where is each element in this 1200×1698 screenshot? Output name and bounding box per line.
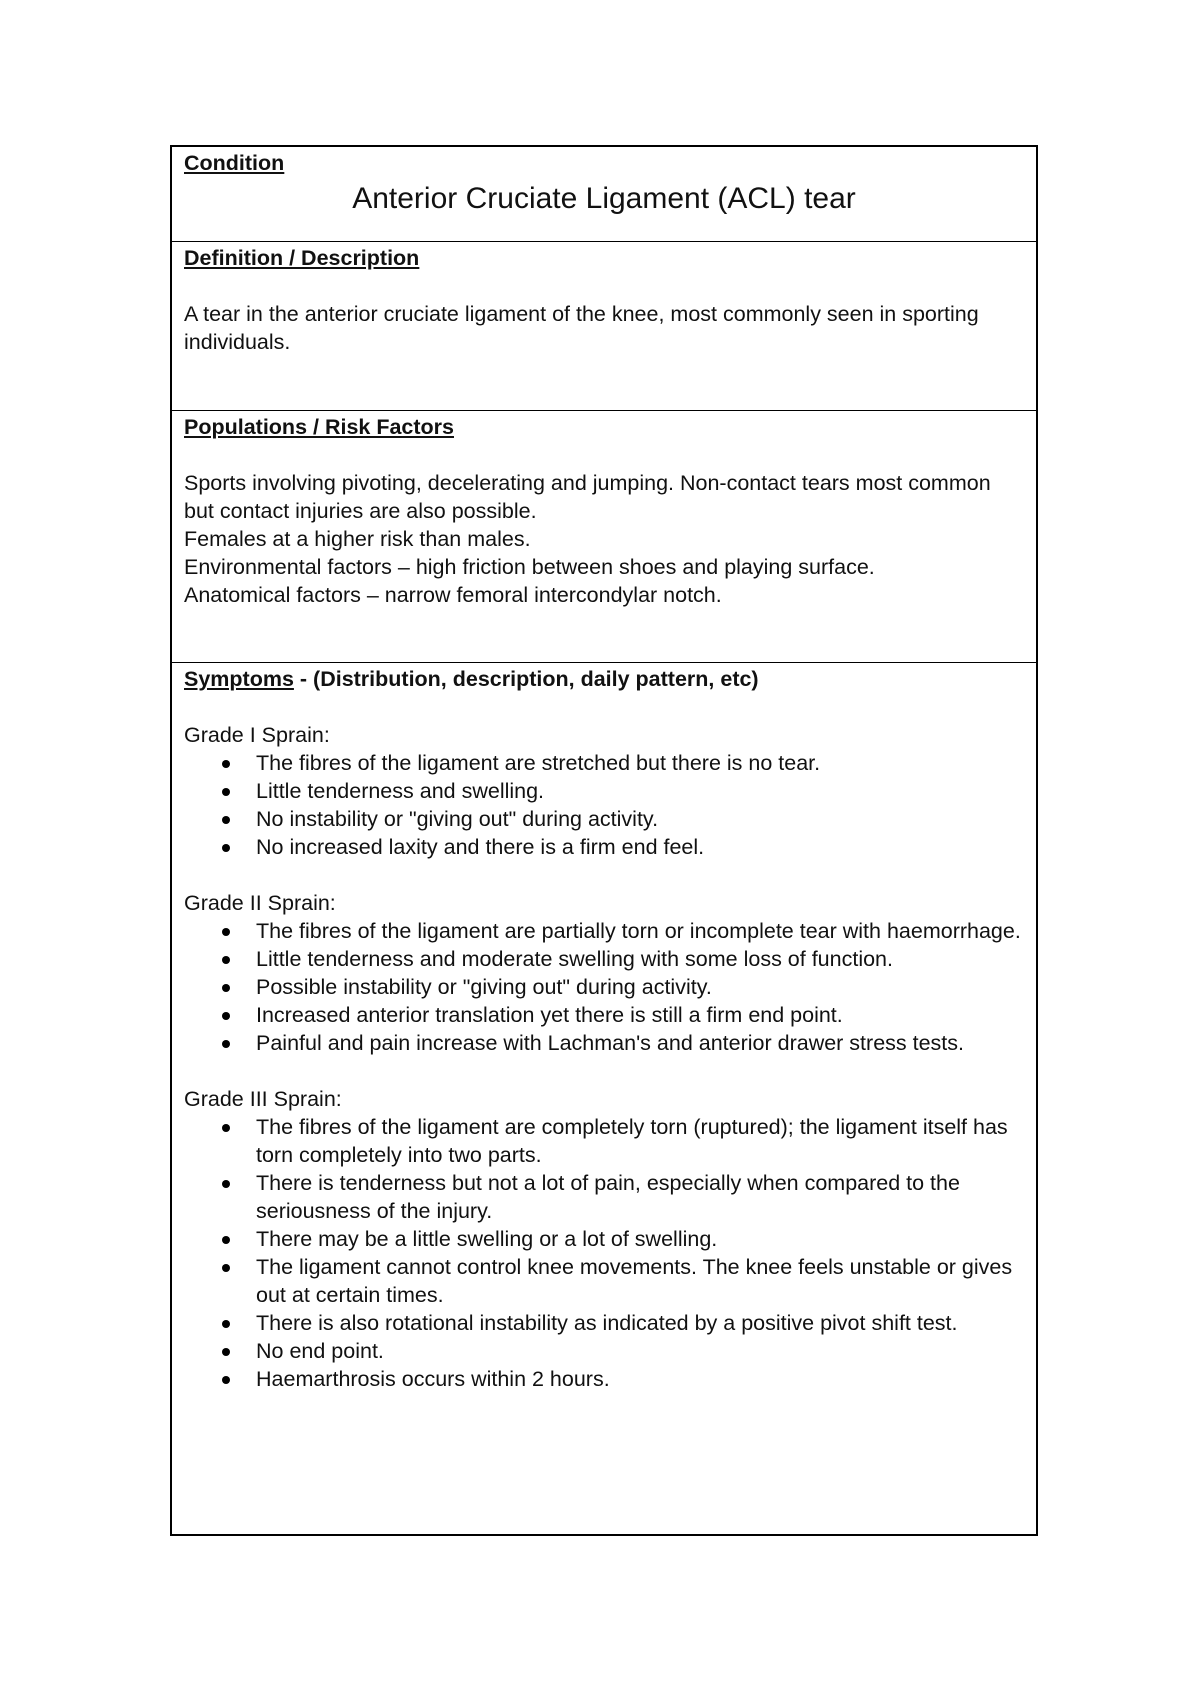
symptoms-heading-row [184,665,1024,693]
grade-3-list [184,1113,1024,1393]
populations-line: Females at a higher risk than males. [184,527,531,551]
populations-line: Environmental factors – high friction between shoes and playing surface. [184,555,875,579]
list-item: No increased laxity and there is a firm end feel. [184,833,1024,861]
grade-2-list [184,917,1024,1057]
symptoms-cell [172,663,1036,1534]
list-item: Little tenderness and swelling. [184,777,1024,805]
list-item: There is tenderness but not a lot of pain, especially when compared to the seriousness of the injury. [184,1169,1024,1225]
condition-heading: Condition [184,151,285,175]
grade-label: Grade II Sprain: [184,891,336,915]
list-item: Increased anterior translation yet there is still a firm end point. [184,1001,1024,1029]
definition-text: A tear in the anterior cruciate ligament of the knee, most commonly seen in sporting individuals. [184,302,979,354]
populations-line: Sports involving pivoting, decelerating and jumping. Non-contact tears most common but contact injuries are also possible. [184,471,991,523]
grade-label: Grade I Sprain: [184,723,330,747]
symptoms-heading: Symptoms [184,667,294,691]
list-item: No instability or "giving out" during activity. [184,805,1024,833]
symptoms-heading-suffix: - (Distribution, description, daily pattern, etc) [293,667,759,691]
list-item: Little tenderness and moderate swelling with some loss of function. [184,945,1024,973]
definition-heading: Definition / Description [184,246,420,270]
populations-line: Anatomical factors – narrow femoral intercondylar notch. [184,583,722,607]
list-item: There may be a little swelling or a lot of swelling. [184,1225,1024,1253]
list-item: Haemarthrosis occurs within 2 hours. [184,1365,1024,1393]
populations-heading: Populations / Risk Factors [184,415,454,439]
grade-1-list [184,749,1024,861]
grade-label: Grade III Sprain: [184,1087,342,1111]
condition-cell [172,147,1036,242]
list-item: The fibres of the ligament are stretched but there is no tear. [184,749,1024,777]
list-item: The ligament cannot control knee movements. The knee feels unstable or gives out at certain times. [184,1253,1024,1309]
definition-cell [172,242,1036,411]
list-item: No end point. [184,1337,1024,1365]
condition-table [170,145,1038,1536]
populations-cell [172,411,1036,663]
condition-title: Anterior Cruciate Ligament (ACL) tear [352,182,856,215]
list-item: There is also rotational instability as indicated by a positive pivot shift test. [184,1309,1024,1337]
list-item: Painful and pain increase with Lachman's and anterior drawer stress tests. [184,1029,1024,1057]
list-item: The fibres of the ligament are completely torn (ruptured); the ligament itself has torn completely into two parts. [184,1113,1024,1169]
list-item: Possible instability or "giving out" during activity. [184,973,1024,1001]
list-item: The fibres of the ligament are partially torn or incomplete tear with haemorrhage. [184,917,1024,945]
